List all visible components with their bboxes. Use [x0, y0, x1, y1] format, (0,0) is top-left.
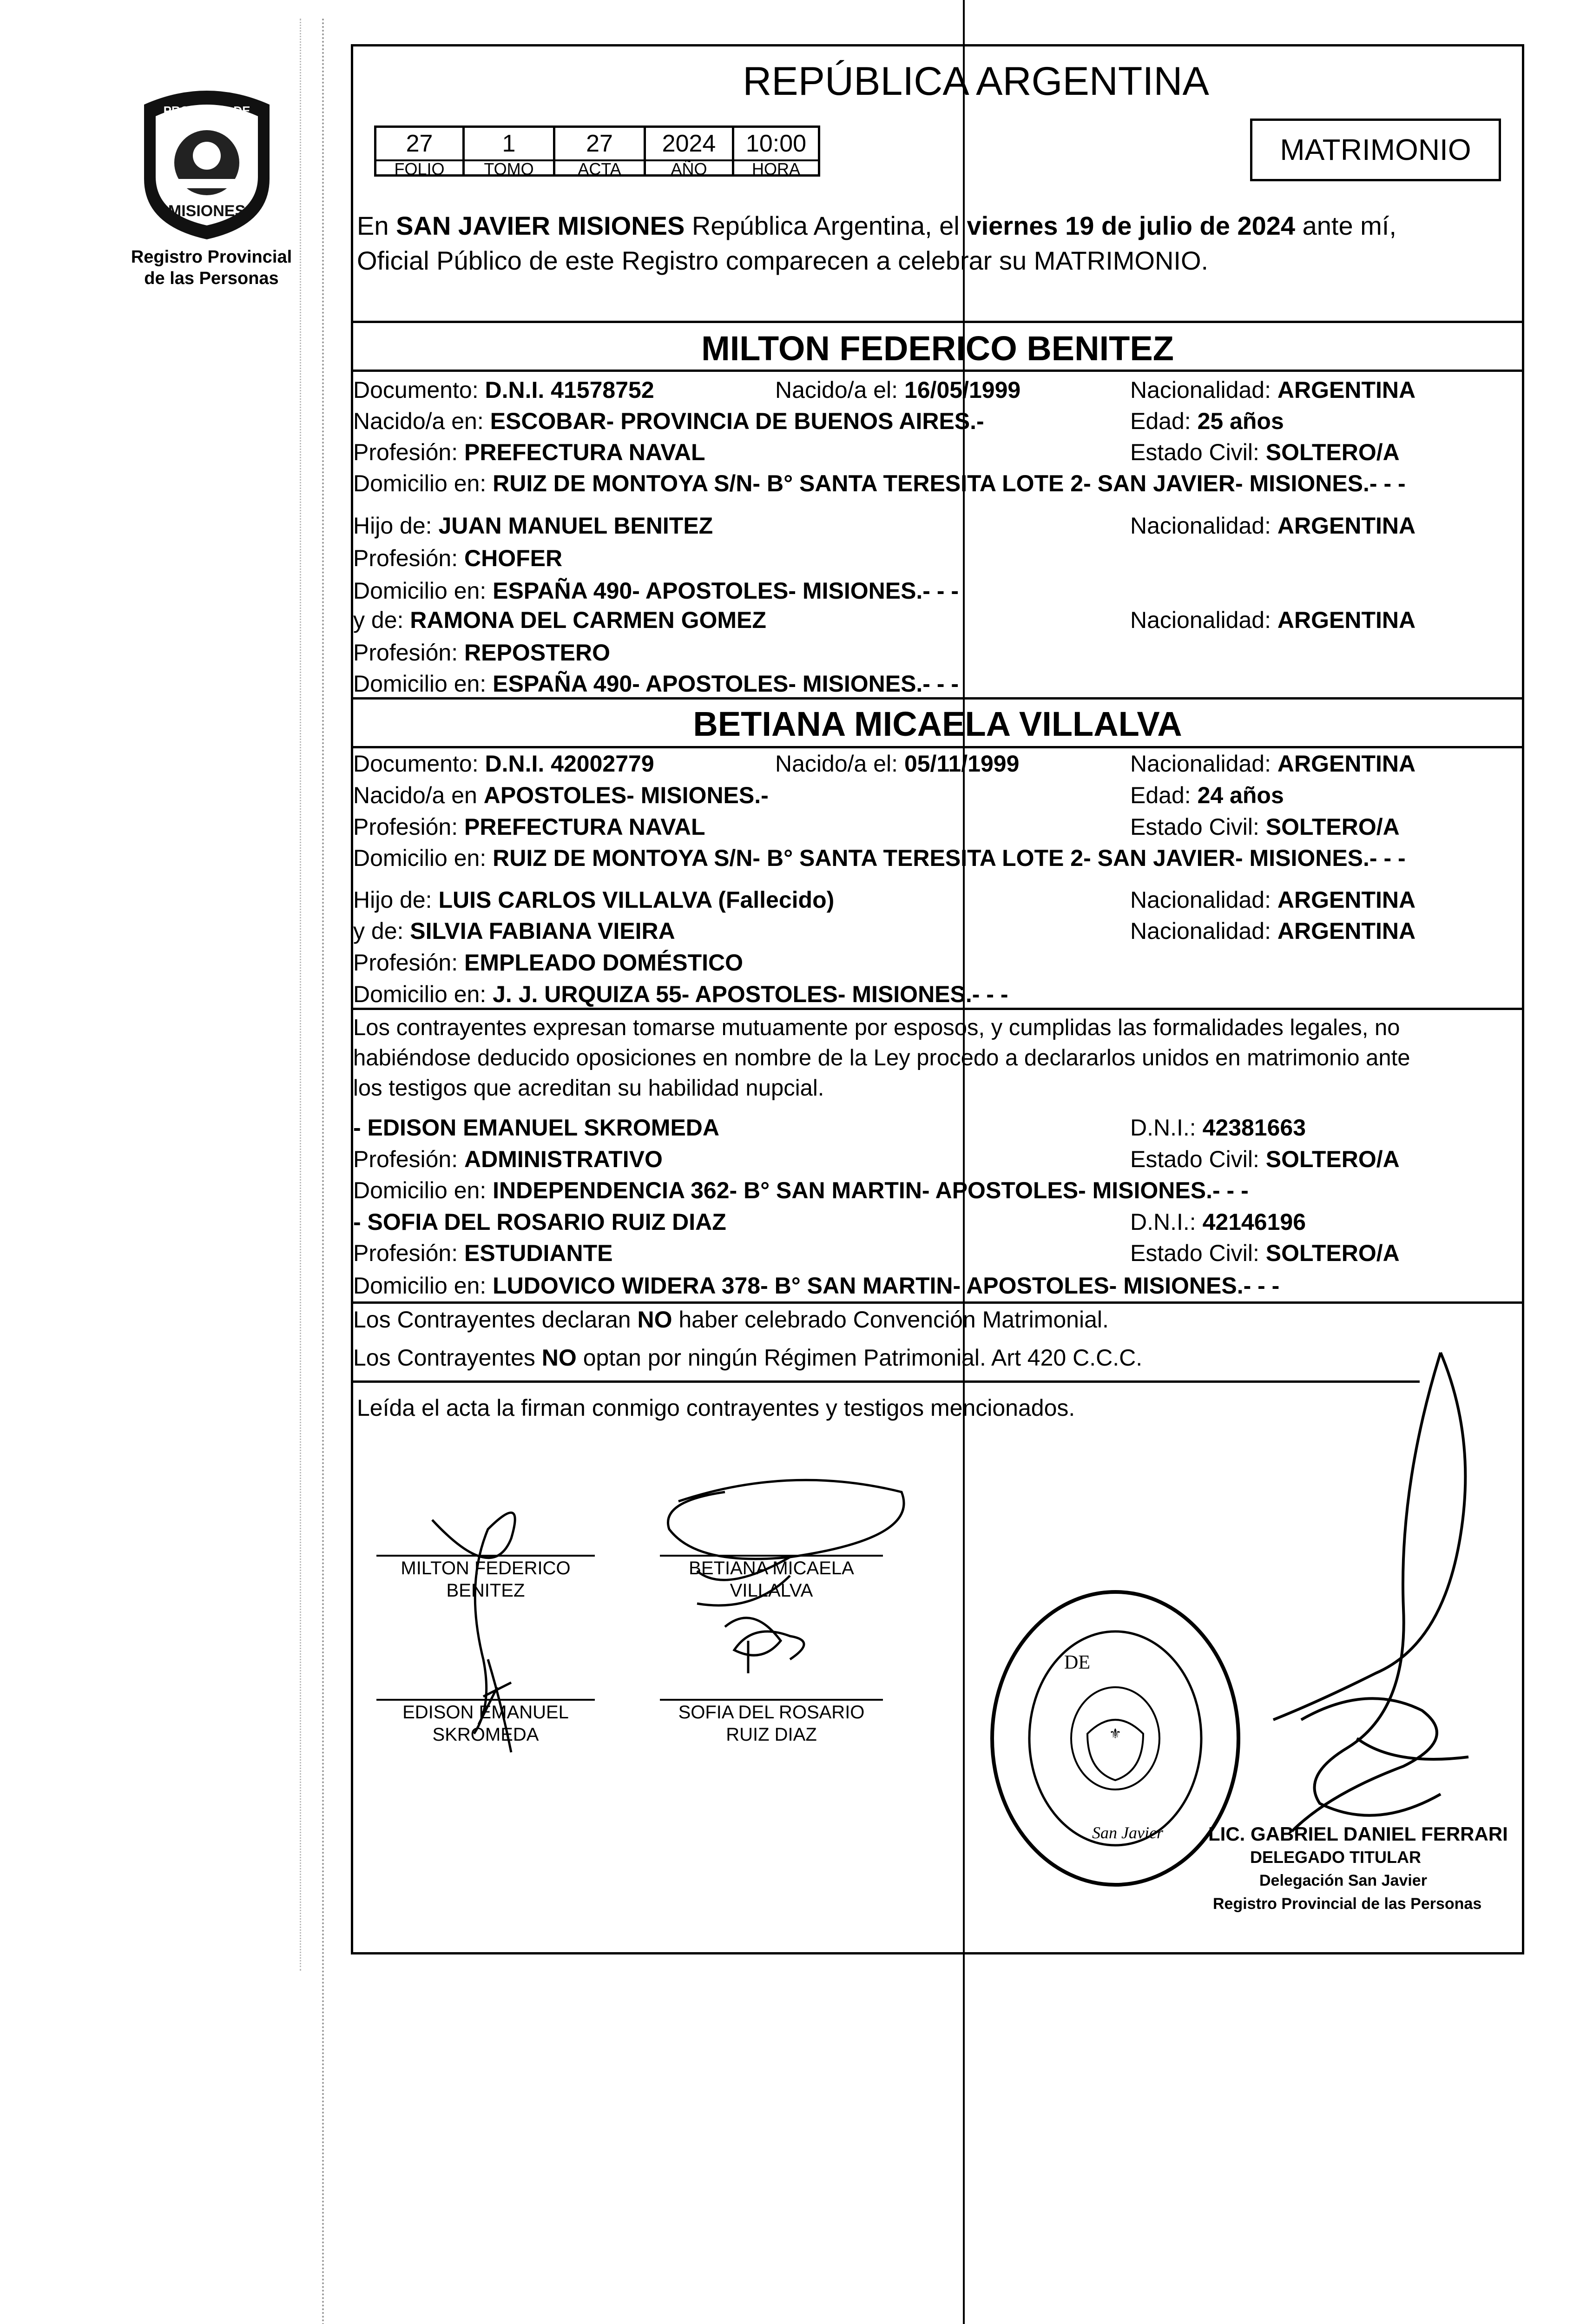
acta-cell: 27 ACTA — [553, 125, 646, 177]
hora-cell: 10:00 HORA — [732, 125, 820, 177]
official-office: Delegación San Javier — [1259, 1872, 1427, 1889]
official-name: LIC. GABRIEL DANIEL FERRARI — [1208, 1823, 1508, 1845]
signature-line — [660, 1555, 883, 1557]
svg-text:MISIONES: MISIONES — [168, 202, 246, 220]
official-role: DELEGADO TITULAR — [1250, 1848, 1421, 1867]
stamp-city: San Javier — [1092, 1823, 1163, 1842]
binding-margin-line — [300, 19, 301, 1971]
signature-line — [376, 1555, 595, 1557]
binding-margin-line — [322, 19, 324, 2324]
section-divider — [351, 697, 1524, 700]
section-divider — [351, 321, 1524, 323]
seal-caption: Registro Provincial de las Personas — [131, 247, 292, 288]
section-divider — [351, 370, 1524, 372]
section-divider — [351, 1008, 1524, 1010]
official-signature-icon — [1180, 1348, 1515, 1873]
act-type-label: MATRIMONIO — [1280, 133, 1471, 166]
stamp-inner-text: DE — [1064, 1652, 1090, 1673]
folio-cell: 27 FOLIO — [374, 125, 465, 177]
official-registry: Registro Provincial de las Personas — [1213, 1895, 1482, 1913]
spouse1-name: MILTON FEDERICO BENITEZ — [701, 329, 1174, 368]
signature-witness2-label: SOFIA DEL ROSARIO RUIZ DIAZ — [678, 1702, 865, 1745]
section-divider — [351, 1301, 1524, 1304]
spouse2-name: BETIANA MICAELA VILLALVA — [693, 705, 1182, 743]
anio-cell: 2024 AÑO — [644, 125, 734, 177]
signature-line — [376, 1699, 595, 1701]
act-type-box — [1250, 119, 1501, 181]
seal-emblem-icon — [130, 77, 283, 244]
country-title: REPÚBLICA ARGENTINA — [743, 59, 1209, 104]
signature-spouse1-label: MILTON FEDERICO BENITEZ — [401, 1558, 571, 1601]
svg-text:PROVINCIA DE: PROVINCIA DE — [163, 104, 250, 118]
tomo-cell: 1 TOMO — [462, 125, 555, 177]
signature-spouse2-label: BETIANA MICAELA VILLALVA — [689, 1558, 854, 1601]
closing-text: Leída el acta la firman conmigo contrayentes y testigos mencionados. — [357, 1395, 1075, 1421]
section-divider — [351, 746, 1524, 748]
signature-line — [660, 1699, 883, 1701]
provincial-seal — [130, 77, 283, 244]
handwritten-signatures-icon — [372, 1464, 929, 1799]
signature-witness1-label: EDISON EMANUEL SKROMEDA — [402, 1702, 569, 1745]
svg-text:⚜: ⚜ — [1109, 1726, 1122, 1742]
